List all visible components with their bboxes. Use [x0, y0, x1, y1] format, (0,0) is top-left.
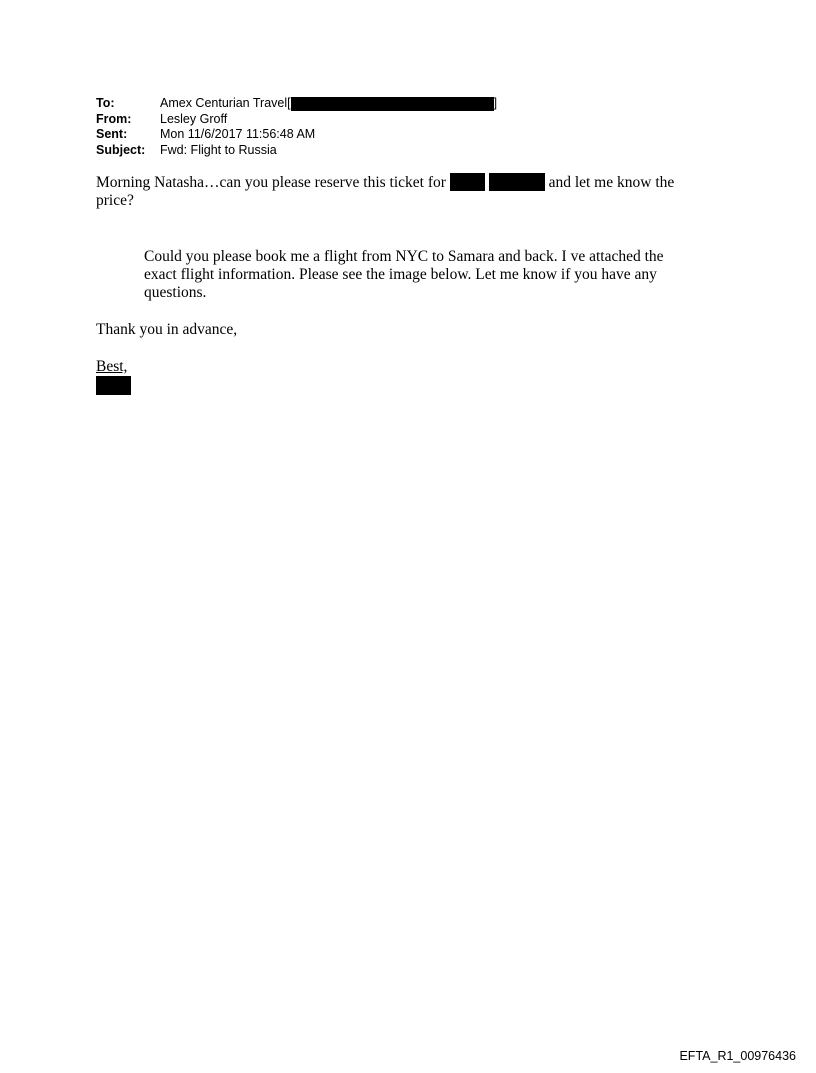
from-label: From:: [96, 111, 132, 126]
greeting-paragraph: [96, 173, 706, 210]
subject-label: Subject:: [96, 142, 146, 157]
quoted-request: Could you please book me a flight from NYC to Samara and back. I ve attached the exact flight information. Please see the image below. Let me know if you have any questions.: [144, 248, 664, 301]
from-value: Lesley Groff: [160, 111, 228, 126]
to-open-bracket: [: [287, 96, 291, 110]
redacted-signature-name: [96, 376, 131, 395]
from-row: [96, 112, 497, 128]
subject-row: [96, 143, 497, 159]
sign-off: Best,: [96, 358, 128, 375]
to-row: [96, 96, 497, 112]
subject-value: Fwd: Flight to Russia: [160, 142, 277, 157]
sent-row: [96, 127, 497, 143]
to-label: To:: [96, 96, 115, 110]
to-close-bracket: ]: [493, 96, 498, 110]
document-id: EFTA_R1_00976436: [679, 1049, 796, 1063]
greeting-text-end: and let me know the price?: [96, 174, 675, 209]
sent-label: Sent:: [96, 127, 128, 141]
greeting-text-start: Morning Natasha…can you please reserve this ticket for: [96, 174, 446, 191]
sent-value: Mon 11/6/2017 11:56:48 AM: [160, 127, 316, 141]
email-header: [96, 96, 497, 158]
thanks-line: Thank you in advance,: [96, 321, 238, 338]
redacted-last-name: [489, 173, 545, 191]
redacted-first-name: [450, 173, 485, 191]
sign-off-block: [96, 358, 131, 395]
to-value: Amex Centurian Travel: [160, 96, 288, 110]
redacted-email-address: [291, 97, 494, 111]
